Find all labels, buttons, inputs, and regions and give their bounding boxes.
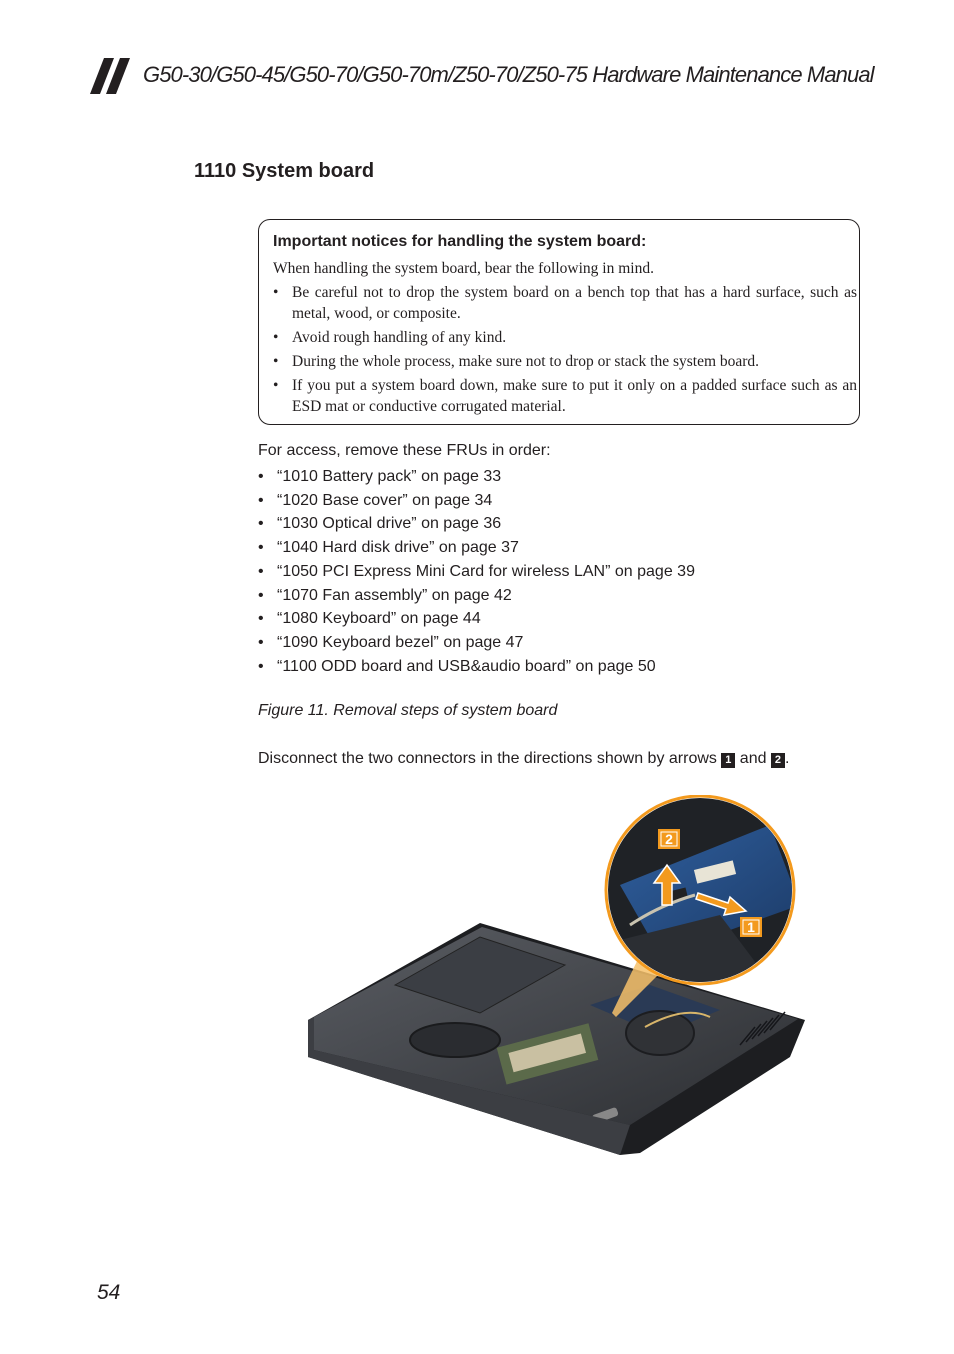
callout-text-1: 1 bbox=[747, 919, 755, 935]
fru-link-optical-drive[interactable]: • “1030 Optical drive” on page 36 bbox=[258, 512, 695, 536]
notice-box bbox=[258, 219, 860, 425]
fru-link-pci-express-mini-card[interactable]: • “1050 PCI Express Mini Card for wireless LAN” on page 39 bbox=[258, 560, 695, 584]
notice-heading: Important notices for handling the system board: bbox=[273, 233, 647, 250]
page-number: 54 bbox=[97, 1281, 121, 1304]
fru-link-fan-assembly[interactable]: • “1070 Fan assembly” on page 42 bbox=[258, 584, 695, 608]
callout-text-2: 2 bbox=[665, 831, 673, 847]
instruction-middle: and bbox=[735, 750, 771, 767]
notice-list bbox=[273, 282, 857, 420]
system-board-removal-figure bbox=[300, 795, 810, 1160]
fru-link-odd-usb-audio-board[interactable]: • “1100 ODD board and USB&audio board” on page 50 bbox=[258, 655, 695, 679]
notice-item: • Be careful not to drop the system board on a bench top that has a hard surface, such as metal, wood, or composite. bbox=[273, 282, 857, 324]
figure-caption: Figure 11. Removal steps of system board bbox=[258, 702, 558, 719]
callout-label-2 bbox=[658, 829, 680, 849]
instruction-before: Disconnect the two connectors in the directions shown by arrows bbox=[258, 750, 722, 767]
notice-item: • Avoid rough handling of any kind. bbox=[273, 327, 857, 348]
step-badge-1: 1 bbox=[721, 753, 735, 768]
manual-title: G50-30/G50-45/G50-70/G50-70m/Z50-70/Z50-75 Hardware Maintenance Manual bbox=[143, 62, 874, 87]
fru-link-base-cover[interactable]: • “1020 Base cover” on page 34 bbox=[258, 489, 695, 513]
section-title: 1110 System board bbox=[194, 160, 375, 182]
callout-label-1 bbox=[740, 917, 762, 937]
notice-item: • During the whole process, make sure not to drop or stack the system board. bbox=[273, 351, 857, 372]
notice-intro: When handling the system board, bear the following in mind. bbox=[273, 260, 654, 277]
fru-link-hard-disk-drive[interactable]: • “1040 Hard disk drive” on page 37 bbox=[258, 536, 695, 560]
access-intro: For access, remove these FRUs in order: bbox=[258, 442, 551, 459]
step-badge-2: 2 bbox=[771, 753, 785, 768]
instruction-text bbox=[258, 750, 789, 768]
instruction-after: . bbox=[784, 750, 790, 767]
notice-item: • If you put a system board down, make sure to put it only on a padded surface such as an ESD mat or conductive corrugated material. bbox=[273, 375, 857, 417]
fru-link-battery-pack[interactable]: • “1010 Battery pack” on page 33 bbox=[258, 465, 695, 489]
header-slash-logo-icon bbox=[90, 58, 134, 94]
connector-zoom-callout bbox=[600, 795, 800, 995]
fru-link-keyboard[interactable]: • “1080 Keyboard” on page 44 bbox=[258, 607, 695, 631]
fru-link-keyboard-bezel[interactable]: • “1090 Keyboard bezel” on page 47 bbox=[258, 631, 695, 655]
fru-list bbox=[258, 465, 695, 678]
